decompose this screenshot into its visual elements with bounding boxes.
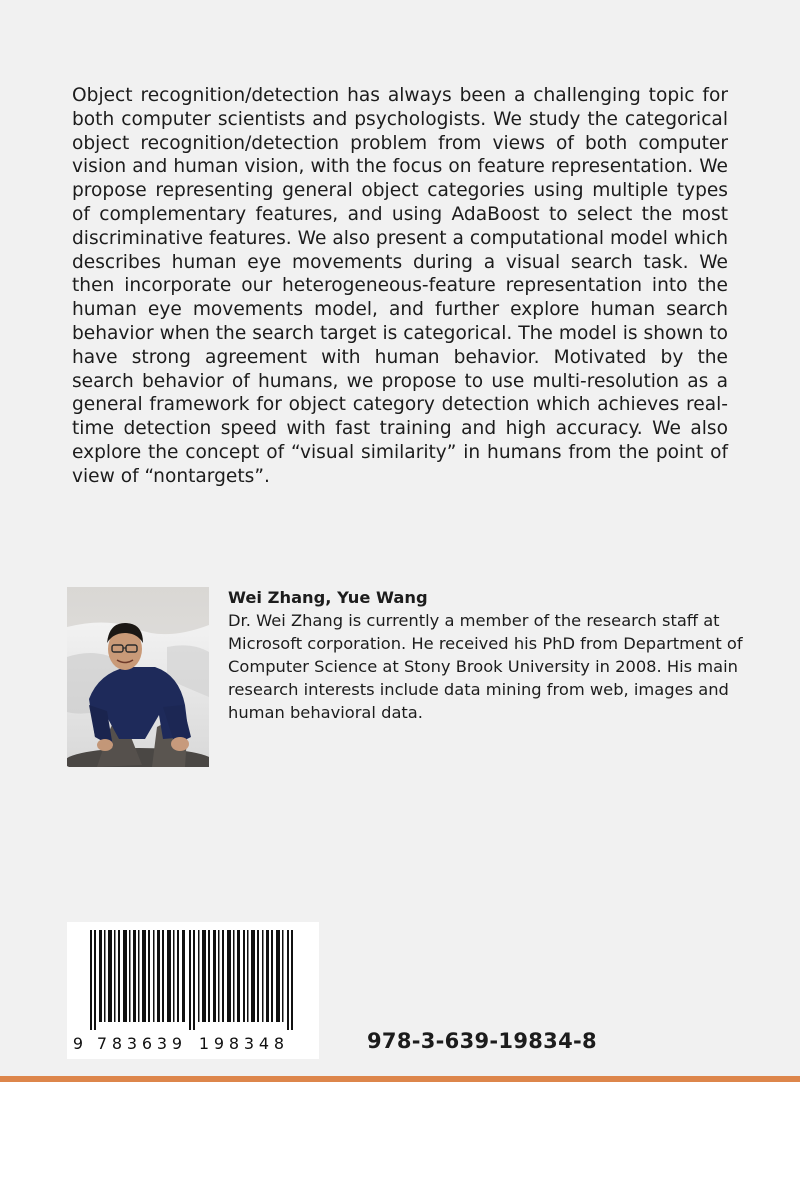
author-photo xyxy=(67,587,209,767)
barcode-digit: 3 xyxy=(126,1034,138,1053)
abstract-text: Object recognition/detection has always been a challenging topic for both computer scientists and psychologists. We study the categorical object recognition/detection problem from views of both computer vision and human vision, with the focus on feature representation. We propose representing general object categories using multiple types of complementary features, and using AdaBoost to select the most discriminative features. We also present a computational model which describes human eye movements during a visual search task. We then incorporate our heterogeneous-feature representation into the human eye movements model, and further explore human search behavior when the search target is categorical. The model is shown to have strong agreement with human behavior. Motivated by the search behavior of humans, we propose to use multi-resolution as a general framework for object category detection which achieves real-time detection speed with fast training and high accuracy. We also explore the concept of “visual similarity” in humans from the point of view of “nontargets”. xyxy=(72,85,728,487)
barcode-digit: 8 xyxy=(273,1034,285,1053)
barcode-digit: 8 xyxy=(111,1034,123,1053)
barcode-digit: 9 xyxy=(213,1034,225,1053)
barcode-digit: 6 xyxy=(141,1034,153,1053)
barcode-digit: 3 xyxy=(243,1034,255,1053)
barcode-digit: 3 xyxy=(156,1034,168,1053)
barcode-digit: 9 xyxy=(72,1034,84,1053)
barcode-digit: 4 xyxy=(258,1034,270,1053)
author-section xyxy=(228,586,768,724)
author-photo-image xyxy=(67,587,209,767)
isbn-number: 978-3-639-19834-8 xyxy=(367,1029,597,1053)
author-bio: Dr. Wei Zhang is currently a member of the research staff at Microsoft corporation. He received his PhD from Department of Computer Science at Stony Brook University in 2008. His main research interests include data mining from web, images and human behavioral data. xyxy=(228,611,743,722)
footer-area xyxy=(0,1082,800,1200)
barcode-digits xyxy=(67,1029,319,1055)
barcode-digit: 7 xyxy=(96,1034,108,1053)
barcode-digit: 8 xyxy=(228,1034,240,1053)
barcode-digit: 1 xyxy=(198,1034,210,1053)
isbn-barcode xyxy=(67,922,319,1059)
author-names: Wei Zhang, Yue Wang xyxy=(228,588,428,607)
barcode-bars xyxy=(67,922,319,1030)
barcode-digit: 9 xyxy=(171,1034,183,1053)
